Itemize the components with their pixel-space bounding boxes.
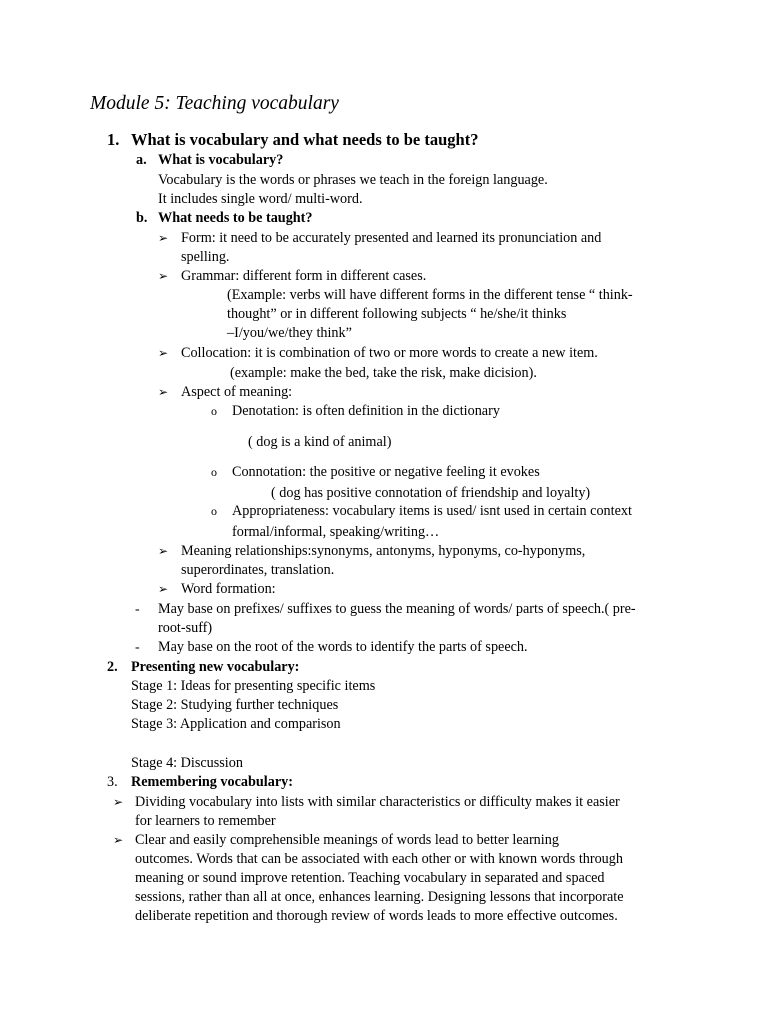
arrow-bullet-icon: ➢ bbox=[158, 544, 169, 558]
bullet-text: deliberate repetition and thorough review of words leads to more effective outcomes. bbox=[135, 908, 618, 924]
section-2-heading: Presenting new vocabulary: bbox=[131, 659, 300, 675]
section-3-heading: Remembering vocabulary: bbox=[131, 774, 293, 790]
circle-bullet-icon: o bbox=[211, 504, 217, 518]
bullet-text: outcomes. Words that can be associated with each other or with known words through bbox=[135, 851, 623, 867]
section-1-heading: What is vocabulary and what needs to be taught? bbox=[131, 130, 479, 149]
bullet-text: Aspect of meaning: bbox=[181, 384, 293, 400]
bullet-text: for learners to remember bbox=[135, 813, 276, 829]
example-text: ( dog has positive connotation of friendship and loyalty) bbox=[271, 485, 591, 501]
arrow-bullet-icon: ➢ bbox=[113, 833, 124, 847]
stage-text: Stage 4: Discussion bbox=[131, 755, 243, 771]
example-text: thought” or in different following subjects “ he/she/it thinks bbox=[227, 306, 567, 322]
bullet-text: sessions, rather than all at once, enhances learning. Designing lessons that incorporate bbox=[135, 889, 624, 905]
stage-text: Stage 3: Application and comparison bbox=[131, 716, 341, 732]
arrow-bullet-icon: ➢ bbox=[158, 385, 169, 399]
dash-bullet: - bbox=[135, 640, 140, 655]
arrow-bullet-icon: ➢ bbox=[158, 231, 169, 245]
circle-bullet-icon: o bbox=[211, 465, 217, 479]
bullet-text: Word formation: bbox=[181, 581, 276, 597]
dash-text: root-suff) bbox=[158, 620, 213, 636]
bullet-text: Form: it need to be accurately presented and learned its pronunciation and bbox=[181, 230, 602, 246]
circle-bullet-icon: o bbox=[211, 404, 217, 418]
example-text: ( dog is a kind of animal) bbox=[248, 434, 392, 450]
subsection-b-heading: What needs to be taught? bbox=[158, 210, 313, 226]
arrow-bullet-icon: ➢ bbox=[158, 269, 169, 283]
arrow-bullet-icon: ➢ bbox=[158, 346, 169, 360]
section-2-number: 2. bbox=[107, 659, 118, 675]
stage-text: Stage 2: Studying further techniques bbox=[131, 697, 339, 713]
bullet-text: Collocation: it is combination of two or more words to create a new item. bbox=[181, 345, 598, 361]
dash-bullet: - bbox=[135, 602, 140, 617]
bullet-text: superordinates, translation. bbox=[181, 562, 335, 578]
text-line: Vocabulary is the words or phrases we teach in the foreign language. bbox=[158, 172, 548, 188]
example-text: –I/you/we/they think” bbox=[227, 325, 352, 341]
subsection-b-marker: b. bbox=[136, 210, 148, 226]
subsection-a-heading: What is vocabulary? bbox=[158, 152, 284, 168]
sub-bullet-text: Appropriateness: vocabulary items is used/ isnt used in certain context bbox=[232, 503, 632, 519]
dash-text: May base on prefixes/ suffixes to guess the meaning of words/ parts of speech.( pre- bbox=[158, 601, 636, 617]
bullet-text: Meaning relationships:synonyms, antonyms, hyponyms, co-hyponyms, bbox=[181, 543, 586, 559]
bullet-text: Grammar: different form in different cases. bbox=[181, 268, 427, 284]
bullet-text: meaning or sound improve retention. Teaching vocabulary in separated and spaced bbox=[135, 870, 605, 886]
text-line: It includes single word/ multi-word. bbox=[158, 191, 363, 207]
section-1-number: 1. bbox=[107, 130, 120, 149]
sub-bullet-text: formal/informal, speaking/writing… bbox=[232, 524, 440, 540]
subsection-a-marker: a. bbox=[136, 152, 147, 168]
arrow-bullet-icon: ➢ bbox=[158, 582, 169, 596]
example-text: (example: make the bed, take the risk, make dicision). bbox=[230, 365, 537, 381]
sub-bullet-text: Denotation: is often definition in the dictionary bbox=[232, 403, 500, 419]
example-text: (Example: verbs will have different forms in the different tense “ think- bbox=[227, 287, 633, 303]
bullet-text: Clear and easily comprehensible meanings of words lead to better learning bbox=[135, 832, 559, 848]
sub-bullet-text: Connotation: the positive or negative feeling it evokes bbox=[232, 464, 540, 480]
section-3-number: 3. bbox=[107, 774, 118, 790]
page-title: Module 5: Teaching vocabulary bbox=[90, 93, 339, 114]
bullet-text: Dividing vocabulary into lists with similar characteristics or difficulty makes it easier bbox=[135, 794, 620, 810]
bullet-text: spelling. bbox=[181, 249, 230, 265]
arrow-bullet-icon: ➢ bbox=[113, 795, 124, 809]
dash-text: May base on the root of the words to identify the parts of speech. bbox=[158, 639, 528, 655]
stage-text: Stage 1: Ideas for presenting specific items bbox=[131, 678, 376, 694]
